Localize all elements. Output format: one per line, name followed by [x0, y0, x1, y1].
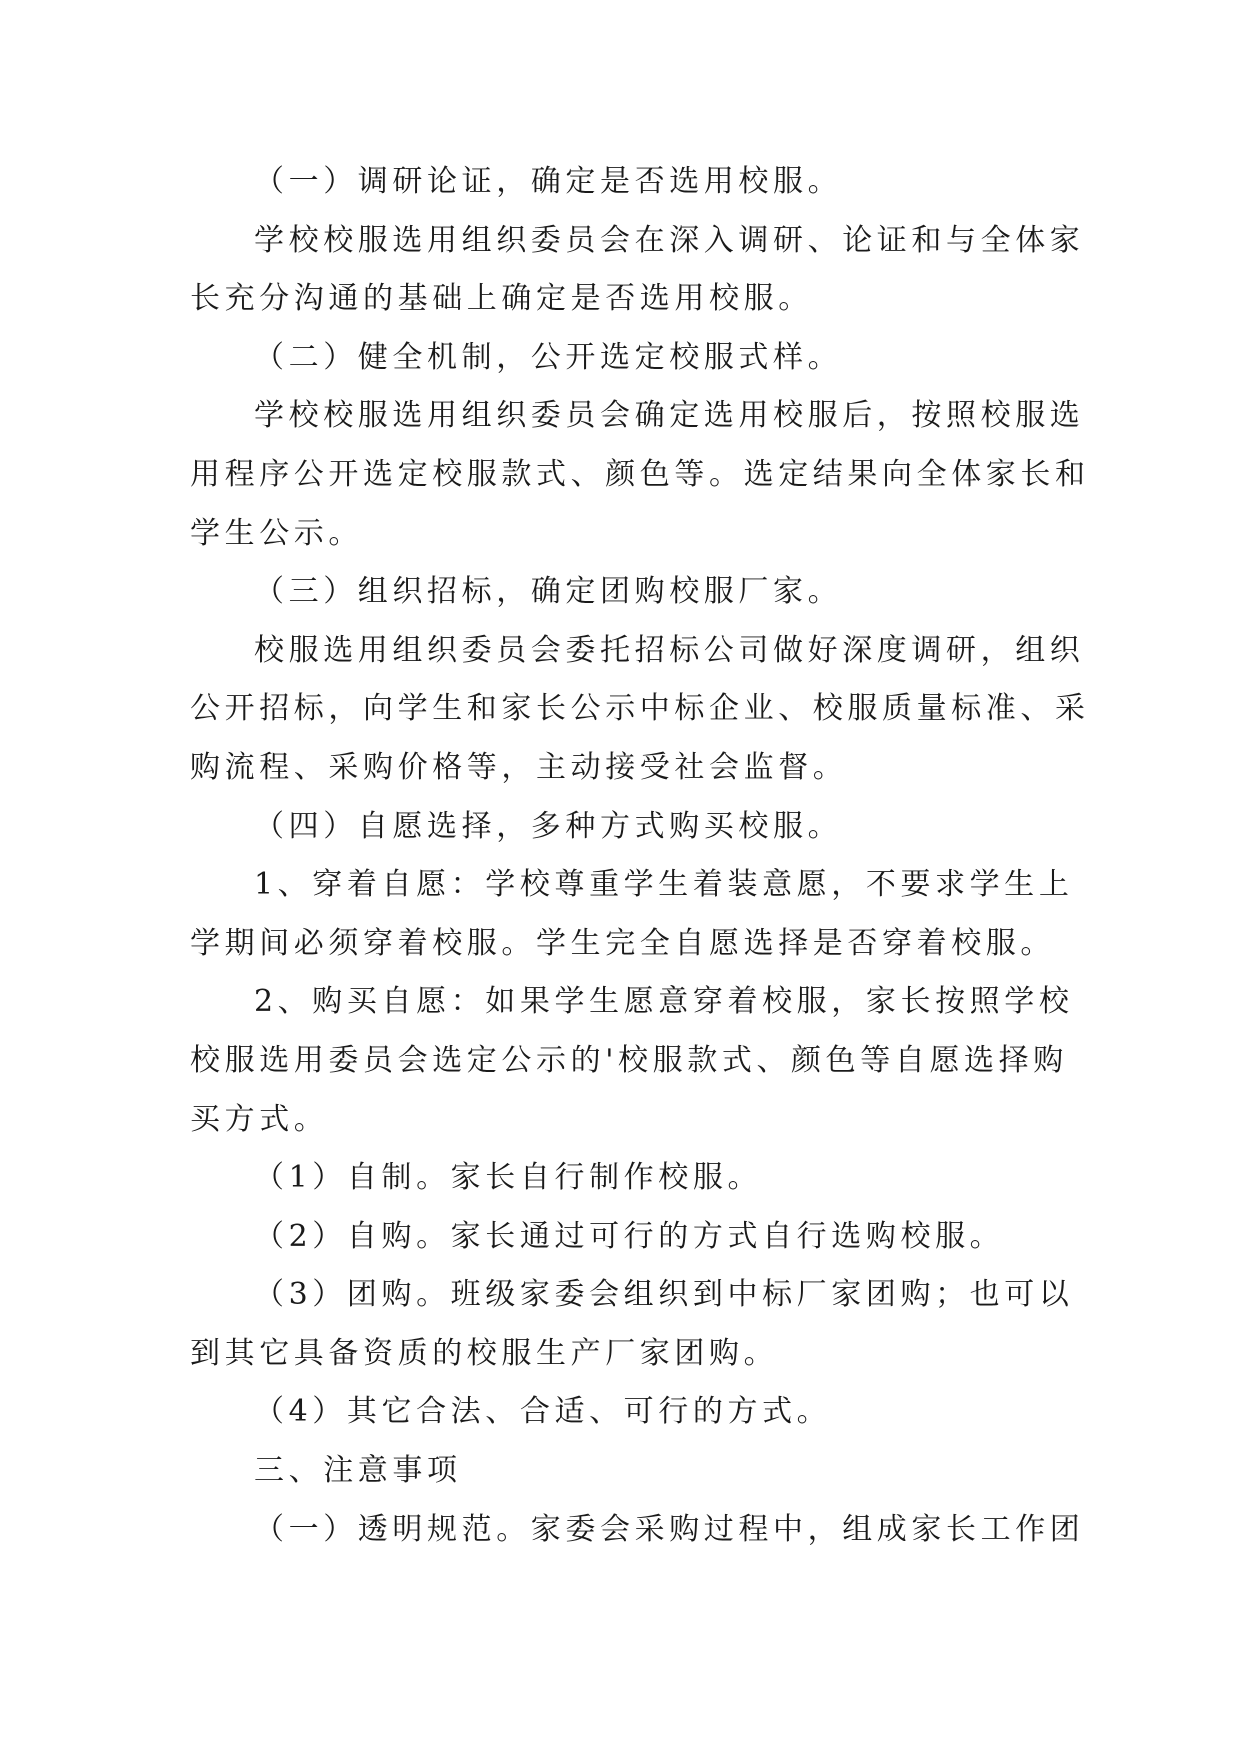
- paragraph-line: 学校校服选用组织委员会在深入调研、论证和与全体家: [254, 222, 1085, 258]
- list-item: （2）自购。家长通过可行的方式自行选购校服。: [254, 1218, 1005, 1254]
- list-item: （3）团购。班级家委会组织到中标厂家团购；也可以: [254, 1277, 1074, 1313]
- list-item: （1）自制。家长自行制作校服。: [254, 1160, 763, 1196]
- section-heading: （二）健全机制，公开选定校服式样。: [254, 339, 843, 375]
- paragraph-line: 校服选用组织委员会委托招标公司做好深度调研，组织: [254, 632, 1085, 668]
- list-item: 1、穿着自愿：学校尊重学生着装意愿，不要求学生上: [254, 867, 1074, 903]
- paragraph-line: 买方式。: [190, 1101, 329, 1137]
- paragraph-line: 用程序公开选定校服款式、颜色等。选定结果向全体家长和: [190, 456, 1090, 492]
- paragraph-line: 校服选用委员会选定公示的'校服款式、颜色等自愿选择购: [190, 1042, 1068, 1078]
- section-heading: （三）组织招标，确定团购校服厂家。: [254, 574, 843, 610]
- paragraph-line: 学期间必须穿着校服。学生完全自愿选择是否穿着校服。: [190, 925, 1055, 961]
- section-heading: （一）调研论证，确定是否选用校服。: [254, 164, 843, 199]
- section-heading: 三、注意事项: [254, 1453, 462, 1489]
- paragraph-line: 学生公示。: [190, 515, 363, 551]
- paragraph-line: 购流程、采购价格等，主动接受社会监督。: [190, 749, 848, 785]
- paragraph-line: 公开招标，向学生和家长公示中标企业、校服质量标准、采: [190, 691, 1090, 727]
- list-item: （4）其它合法、合适、可行的方式。: [254, 1394, 832, 1430]
- list-item: 2、购买自愿：如果学生愿意穿着校服，家长按照学校: [254, 984, 1074, 1020]
- document-body: [190, 153, 1090, 1559]
- paragraph-line: 到其它具备资质的校服生产厂家团购。: [190, 1335, 779, 1371]
- section-heading: （一）透明规范。家委会采购过程中，组成家长工作团: [254, 1511, 1085, 1547]
- paragraph-line: 长充分沟通的基础上确定是否选用校服。: [190, 281, 813, 317]
- section-heading: （四）自愿选择，多种方式购买校服。: [254, 808, 843, 844]
- paragraph-line: 学校校服选用组织委员会确定选用校服后，按照校服选: [254, 398, 1085, 434]
